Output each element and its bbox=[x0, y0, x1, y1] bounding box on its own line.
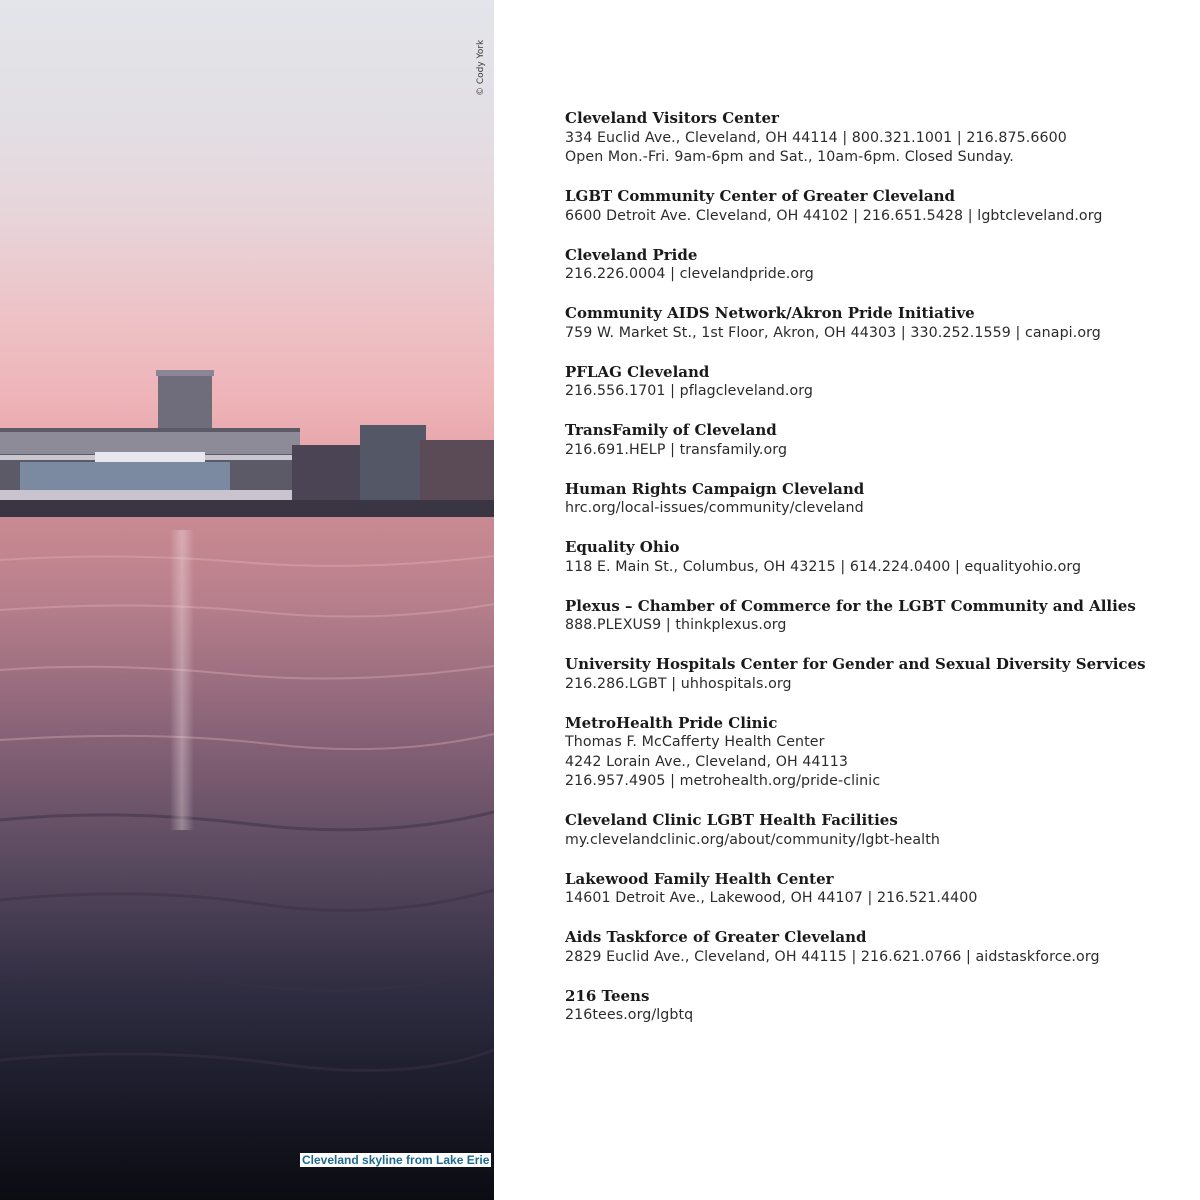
directory-entry bbox=[565, 928, 1165, 967]
entry-detail-line: 118 E. Main St., Columbus, OH 43215 | 614.224.0400 | equalityohio.org bbox=[565, 558, 1082, 575]
entry-name: Community AIDS Network/Akron Pride Initiative bbox=[565, 304, 975, 322]
entry-name: Aids Taskforce of Greater Cleveland bbox=[565, 928, 867, 946]
directory-entry bbox=[565, 987, 1165, 1026]
entry-detail-line: 888.PLEXUS9 | thinkplexus.org bbox=[565, 617, 787, 633]
entry-name: Human Rights Campaign Cleveland bbox=[565, 479, 865, 498]
entry-name: Cleveland Clinic LGBT Health Facilities bbox=[565, 811, 898, 829]
skyline-buildings bbox=[0, 370, 494, 518]
directory-entry bbox=[565, 597, 1165, 636]
entry-detail-line: 216.226.0004 | clevelandpride.org bbox=[565, 266, 814, 282]
directory-entry bbox=[565, 187, 1165, 226]
entry-name: LGBT Community Center of Greater Cleveland bbox=[565, 187, 955, 205]
entry-detail-line: 759 W. Market St., 1st Floor, Akron, OH 44303 | 330.252.1559 | canapi.org bbox=[565, 324, 1101, 341]
entry-detail-line: 2829 Euclid Ave., Cleveland, OH 44115 | 216.621.0766 | aidstaskforce.org bbox=[565, 948, 1100, 965]
entry-name: PFLAG Cleveland bbox=[565, 362, 710, 381]
light-reflection bbox=[170, 530, 194, 830]
directory-entry bbox=[565, 655, 1165, 694]
entry-name: 216 Teens bbox=[565, 986, 650, 1005]
entry-detail-line: 14601 Detroit Ave., Lakewood, OH 44107 | 216.521.4400 bbox=[565, 890, 978, 906]
photo-caption: Cleveland skyline from Lake Erie bbox=[302, 1153, 490, 1167]
entry-detail-line: 216.957.4905 | metrohealth.org/pride-clinic bbox=[565, 773, 881, 789]
entry-name: TransFamily of Cleveland bbox=[565, 421, 777, 439]
directory-entry bbox=[565, 363, 1165, 402]
entry-detail-line: 216.556.1701 | pflagcleveland.org bbox=[565, 383, 814, 399]
entry-detail-line: 216.691.HELP | transfamily.org bbox=[565, 441, 788, 458]
entry-detail-line: Open Mon.-Fri. 9am-6pm and Sat., 10am-6pm. Closed Sunday. bbox=[565, 149, 1014, 165]
entry-detail-line: Thomas F. McCafferty Health Center bbox=[565, 734, 825, 750]
entry-detail-line: my.clevelandclinic.org/about/community/lgbt-health bbox=[565, 831, 940, 848]
directory-entry bbox=[565, 870, 1165, 909]
entry-detail-line: 216tees.org/lgbtq bbox=[565, 1007, 694, 1023]
entry-detail-line: hrc.org/local-issues/community/cleveland bbox=[565, 500, 864, 516]
directory-entry bbox=[565, 304, 1165, 343]
entry-detail-line: 4242 Lorain Ave., Cleveland, OH 44113 bbox=[565, 753, 848, 770]
directory-entry bbox=[565, 538, 1165, 577]
lake-water bbox=[0, 517, 494, 1200]
directory-entry bbox=[565, 480, 1165, 519]
entry-detail-line: 334 Euclid Ave., Cleveland, OH 44114 | 800.321.1001 | 216.875.6600 bbox=[565, 129, 1067, 146]
directory-entry bbox=[565, 714, 1165, 792]
directory-entry bbox=[565, 811, 1165, 850]
entry-name: Lakewood Family Health Center bbox=[565, 869, 834, 888]
directory-entry bbox=[565, 246, 1165, 285]
skyline-photo: © Cody York Cleveland skyline from Lake Erie bbox=[0, 0, 494, 1200]
entry-name: Plexus – Chamber of Commerce for the LGBT Community and Allies bbox=[565, 596, 1136, 615]
directory-entry bbox=[565, 109, 1165, 168]
entry-detail-line: 6600 Detroit Ave. Cleveland, OH 44102 | 216.651.5428 | lgbtcleveland.org bbox=[565, 207, 1103, 224]
entry-name: Cleveland Pride bbox=[565, 245, 698, 264]
skyline-illustration bbox=[0, 0, 494, 1200]
entry-detail-line: 216.286.LGBT | uhhospitals.org bbox=[565, 675, 792, 692]
entry-name: University Hospitals Center for Gender and Sexual Diversity Services bbox=[565, 655, 1146, 673]
entry-name: Equality Ohio bbox=[565, 538, 680, 556]
directory-entry bbox=[565, 421, 1165, 460]
entry-name: Cleveland Visitors Center bbox=[565, 109, 779, 127]
entry-name: MetroHealth Pride Clinic bbox=[565, 713, 778, 732]
resource-directory bbox=[565, 109, 1165, 1045]
